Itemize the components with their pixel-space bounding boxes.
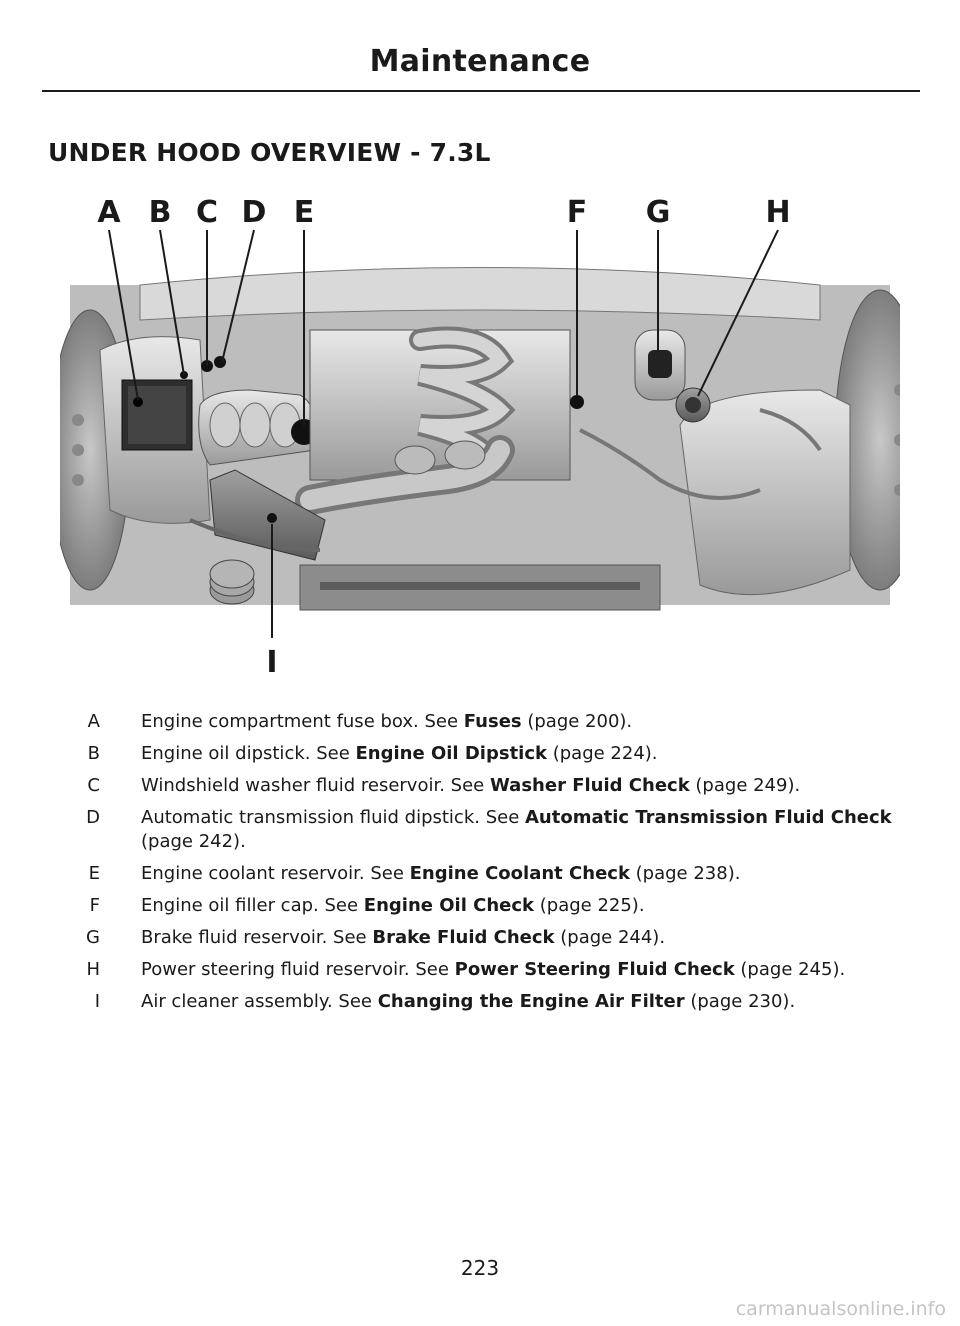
- legend-description: [141, 774, 911, 798]
- legend-key: F: [89, 895, 100, 916]
- cross-reference-link[interactable]: Engine Coolant Check: [409, 863, 630, 884]
- legend-key: C: [87, 775, 100, 796]
- page-reference: (page 238).: [629, 863, 741, 884]
- legend-key: H: [86, 959, 100, 980]
- legend-row: [0, 738, 960, 770]
- callout-label-i: I: [266, 645, 278, 680]
- page-reference: (page 200).: [521, 711, 633, 732]
- legend-row: [0, 986, 960, 1018]
- legend-row: [0, 858, 960, 890]
- legend-description: [141, 926, 911, 950]
- header-divider: [42, 90, 920, 92]
- legend-description: [141, 894, 911, 918]
- legend-text: Windshield washer fluid reservoir. See: [141, 775, 490, 796]
- callout-label-e: E: [293, 195, 315, 230]
- legend-description: [141, 958, 911, 982]
- section-title: UNDER HOOD OVERVIEW - 7.3L: [48, 138, 491, 167]
- cross-reference-link[interactable]: Automatic Transmission Fluid Check: [525, 807, 892, 828]
- legend-key: G: [86, 927, 100, 948]
- legend-row: [0, 770, 960, 802]
- page-header-title: Maintenance: [369, 44, 591, 79]
- page-reference: (page 244).: [554, 927, 666, 948]
- engine-diagram: [60, 190, 900, 680]
- legend-text: Engine coolant reservoir. See: [141, 863, 410, 884]
- legend-description: [141, 710, 911, 734]
- page-reference: (page 224).: [547, 743, 658, 764]
- component-legend: [0, 706, 960, 1018]
- legend-text: Engine oil filler cap. See: [141, 895, 364, 916]
- legend-description: [141, 742, 911, 766]
- legend-text: Brake fluid reservoir. See: [141, 927, 373, 948]
- page-reference: (page 245).: [734, 959, 846, 980]
- legend-text: Power steering fluid reservoir. See: [141, 959, 455, 980]
- callout-label-f: F: [566, 195, 588, 230]
- cross-reference-link[interactable]: Changing the Engine Air Filter: [377, 991, 685, 1012]
- legend-row: [0, 954, 960, 986]
- legend-text: Engine compartment fuse box. See: [141, 711, 464, 732]
- legend-text: Automatic transmission fluid dipstick. See: [141, 807, 525, 828]
- cross-reference-link[interactable]: Engine Oil Check: [363, 895, 535, 916]
- cross-reference-link[interactable]: Engine Oil Dipstick: [355, 743, 547, 764]
- legend-text: Air cleaner assembly. See: [141, 991, 378, 1012]
- callout-label-g: G: [645, 195, 671, 230]
- callout-label-h: H: [765, 195, 791, 230]
- legend-key: E: [88, 863, 100, 884]
- legend-row: [0, 922, 960, 954]
- legend-text: Engine oil dipstick. See: [141, 743, 356, 764]
- legend-row: [0, 706, 960, 738]
- callout-label-a: A: [97, 195, 121, 230]
- legend-key: A: [87, 711, 100, 732]
- page-reference: (page 225).: [534, 895, 645, 916]
- page-reference: (page 230).: [684, 991, 796, 1012]
- page-number: 223: [460, 1256, 500, 1280]
- oil-filler-cap: [570, 395, 584, 409]
- legend-row: [0, 890, 960, 922]
- legend-description: [141, 862, 911, 886]
- cross-reference-link[interactable]: Washer Fluid Check: [489, 775, 690, 796]
- cross-reference-link[interactable]: Fuses: [463, 711, 522, 732]
- legend-description: [141, 806, 911, 854]
- cross-reference-link[interactable]: Power Steering Fluid Check: [454, 959, 735, 980]
- callout-label-d: D: [241, 195, 267, 230]
- site-watermark: carmanualsonline.info: [735, 1298, 946, 1320]
- legend-key: B: [87, 743, 100, 764]
- page-reference: (page 242).: [141, 831, 246, 852]
- cross-reference-link[interactable]: Brake Fluid Check: [372, 927, 555, 948]
- legend-key: I: [94, 991, 100, 1012]
- legend-key: D: [86, 807, 100, 828]
- engine-block: [310, 330, 570, 480]
- callout-label-c: C: [195, 195, 219, 230]
- page-reference: (page 249).: [689, 775, 801, 796]
- legend-description: [141, 990, 911, 1014]
- callout-label-b: B: [148, 195, 172, 230]
- legend-row: [0, 802, 960, 858]
